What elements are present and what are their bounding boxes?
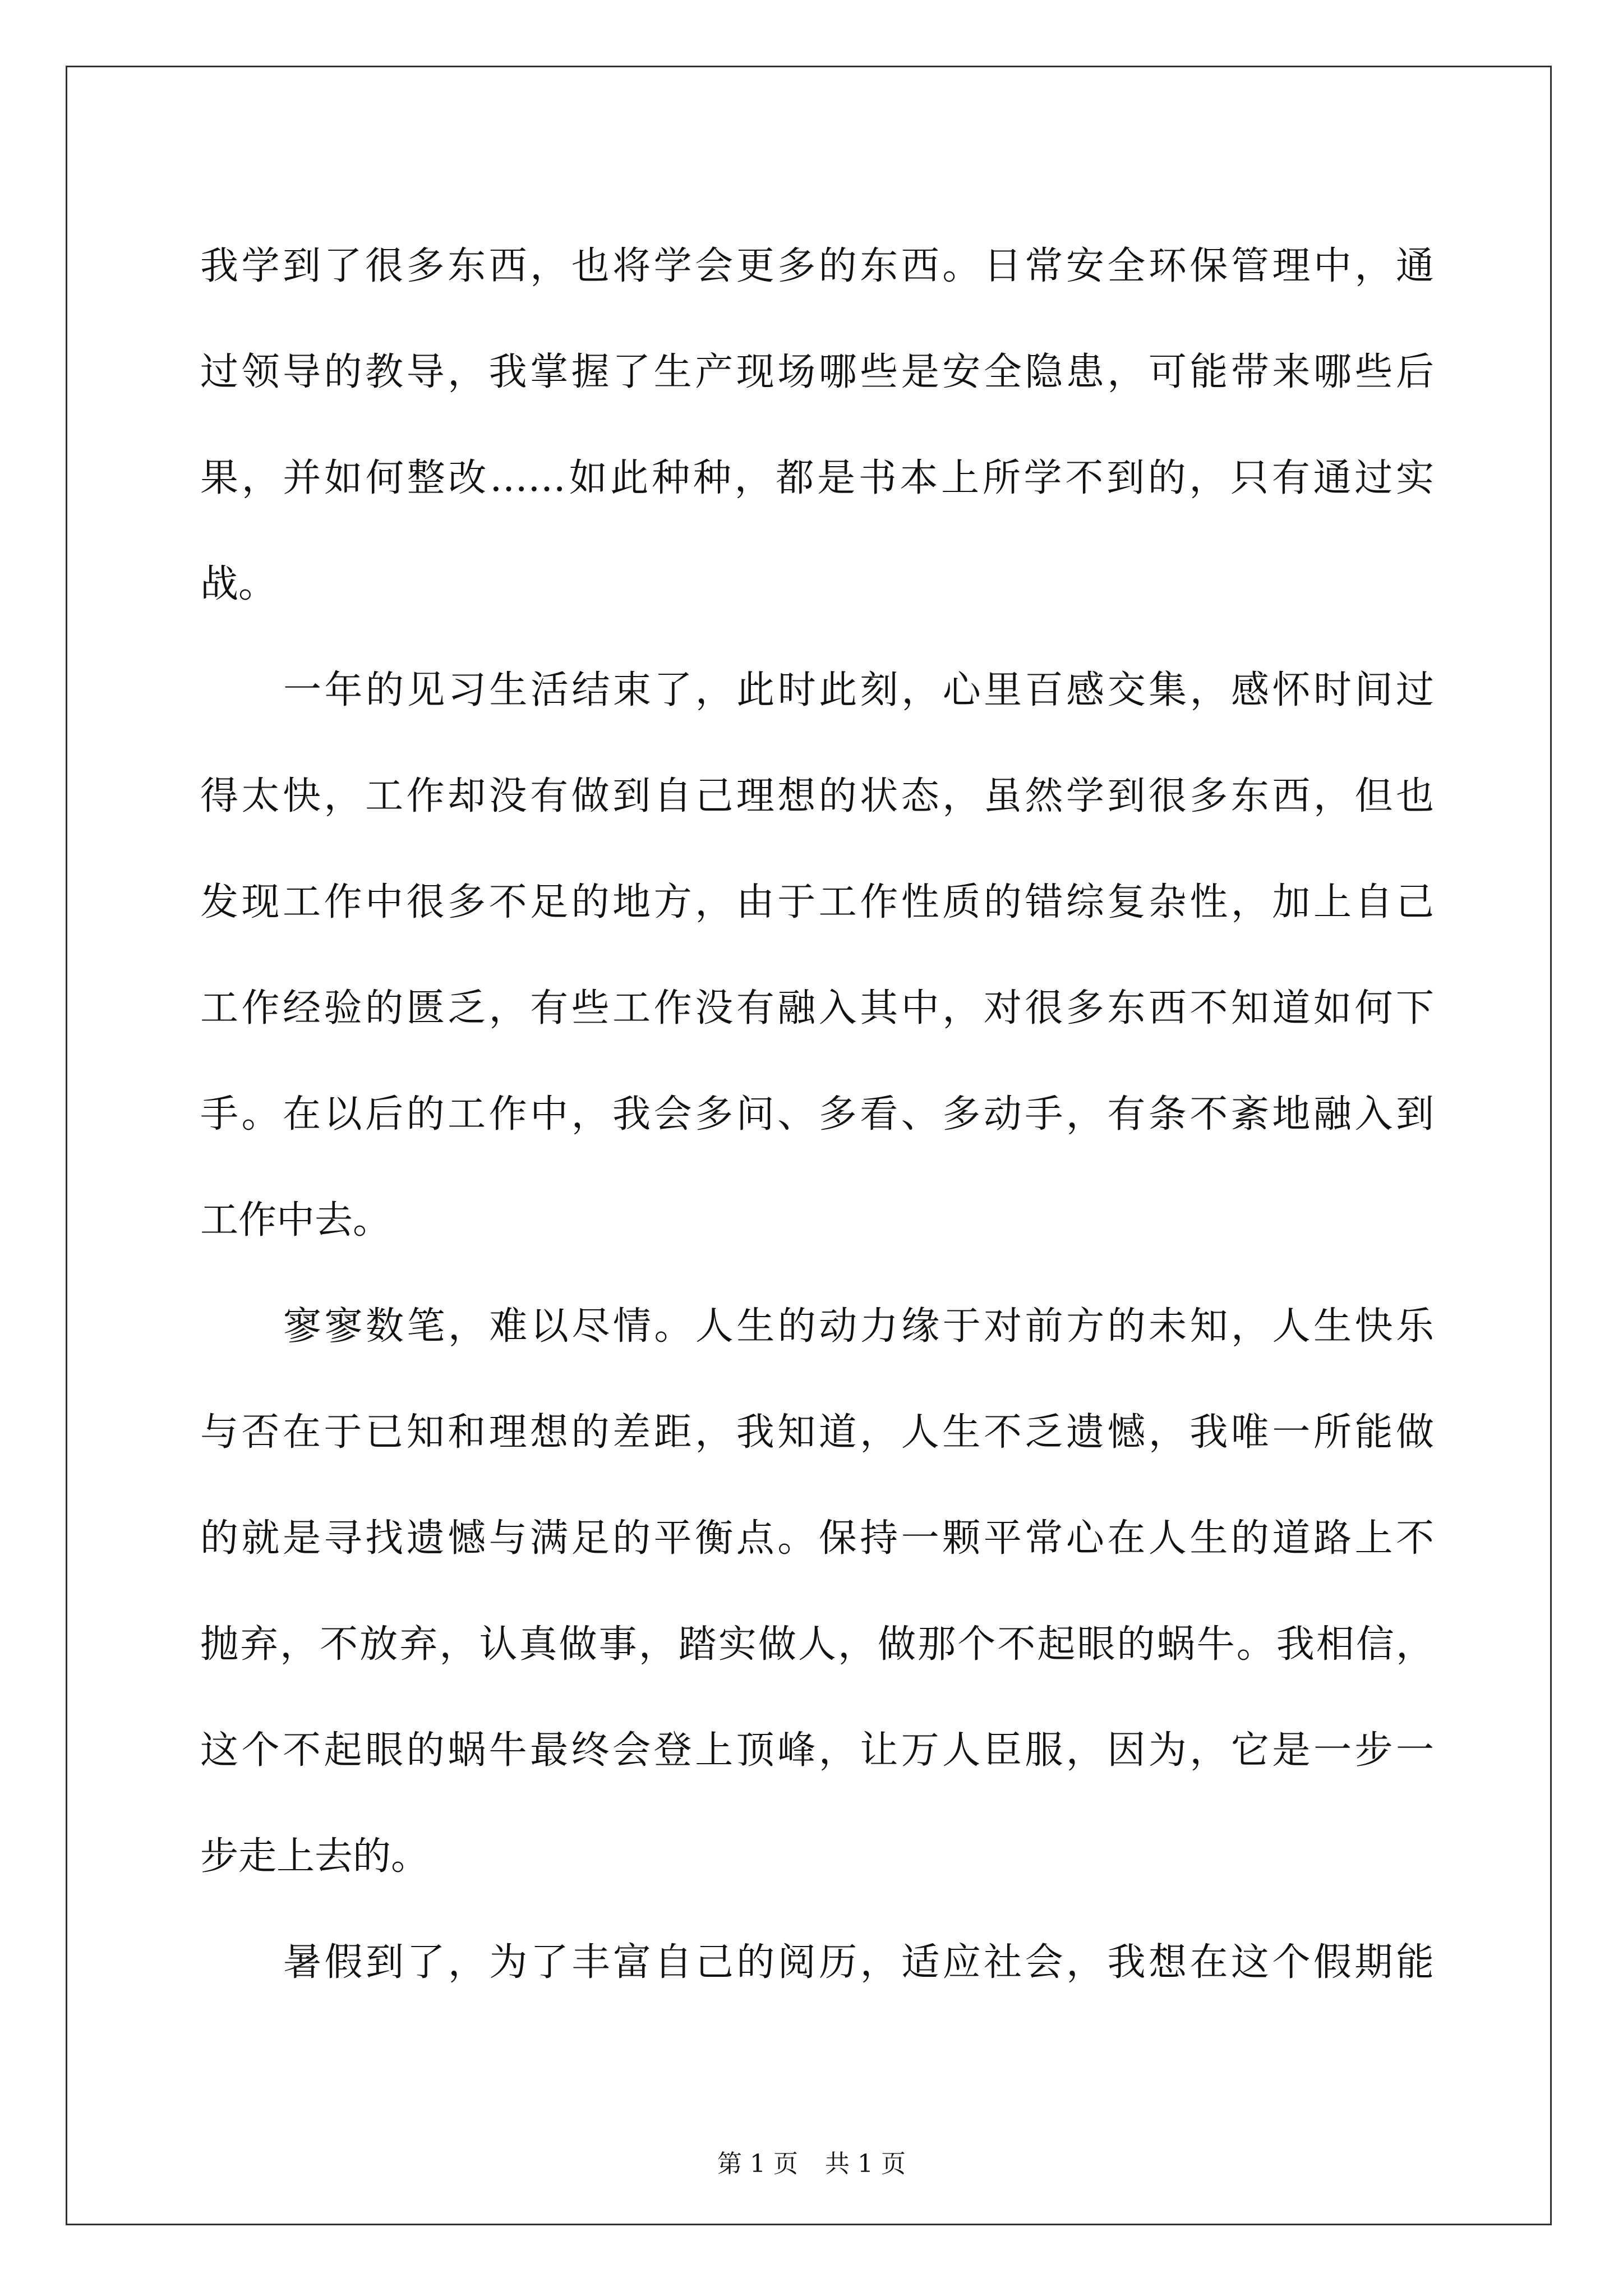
text-line: 抛弃，不放弃，认真做事，踏实做人，做那个不起眼的蜗牛。我相信，: [200, 1622, 1434, 1667]
text-line: 的就是寻找遗憾与满足的平衡点。保持一颗平常心在人生的道路上不: [200, 1516, 1434, 1561]
document-body: [200, 213, 1434, 2016]
page-total: 共 1 页: [825, 2150, 906, 2178]
text-line: 战。: [200, 562, 277, 606]
text-line: 果，并如何整改……如此种种，都是书本上所学不到的，只有通过实: [200, 456, 1434, 500]
paragraph-1: [200, 213, 1434, 637]
paragraph-3: [200, 1273, 1434, 1910]
text-line: 与否在于已知和理想的差距，我知道，人生不乏遗憾，我唯一所能做: [200, 1410, 1434, 1455]
text-line: 寥寥数笔，难以尽情。人生的动力缘于对前方的未知，人生快乐: [283, 1304, 1434, 1349]
text-line: 暑假到了，为了丰富自己的阅历，适应社会，我想在这个假期能: [283, 1940, 1434, 1985]
paragraph-2: [200, 637, 1434, 1273]
text-line: 工作经验的匮乏，有些工作没有融入其中，对很多东西不知道如何下: [200, 986, 1434, 1030]
text-line: 这个不起眼的蜗牛最终会登上顶峰，让万人臣服，因为，它是一步一: [200, 1728, 1434, 1773]
text-line: 工作中去。: [200, 1198, 391, 1243]
paragraph-4: [200, 1910, 1434, 2016]
text-line: 步走上去的。: [200, 1834, 430, 1879]
text-line: 我学到了很多东西，也将学会更多的东西。日常安全环保管理中，通: [200, 244, 1434, 288]
text-line: 过领导的教导，我掌握了生产现场哪些是安全隐患，可能带来哪些后: [200, 350, 1434, 394]
page-number: 第 1 页: [717, 2150, 798, 2178]
text-line: 发现工作中很多不足的地方，由于工作性质的错综复杂性，加上自己: [200, 880, 1434, 924]
text-line: 一年的见习生活结束了，此时此刻，心里百感交集，感怀时间过: [283, 668, 1434, 712]
text-line: 得太快，工作却没有做到自己理想的状态，虽然学到很多东西，但也: [200, 774, 1434, 818]
page-footer: [0, 2147, 1623, 2181]
text-line: 手。在以后的工作中，我会多问、多看、多动手，有条不紊地融入到: [200, 1092, 1434, 1137]
